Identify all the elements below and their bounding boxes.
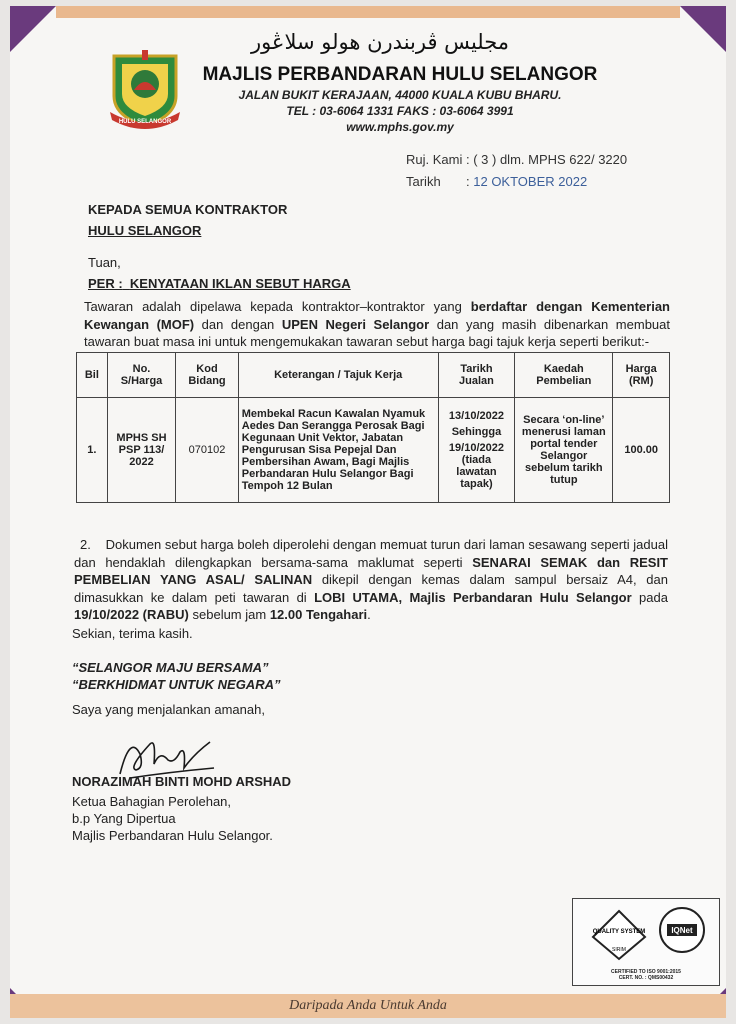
jawi-title: مجليس ڤربندرن هولو سلاڠور [250, 30, 510, 54]
closing: Sekian, terima kasih. [72, 626, 193, 641]
intro-text-1: Tawaran adalah dipelawa kepada kontraktor–kontraktor yang [84, 299, 471, 314]
col-tarikh-jualan: Tarikh Jualan [438, 353, 515, 398]
tarikh-separator: Sehingga [451, 426, 502, 438]
iso-certification-box [572, 898, 720, 986]
badge1-sub-label: SIRIM [612, 947, 626, 953]
cell-kaedah: Secara ‘on-line’ menerusi laman portal tender Selangor sebelum tarikh tutup [515, 398, 613, 503]
subject-prefix: PER : [88, 276, 123, 291]
table-header-row [77, 353, 670, 398]
para2-bold-time: 12.00 Tengahari [269, 607, 368, 622]
col-keterangan: Keterangan / Tajuk Kerja [238, 353, 438, 398]
council-address: JALAN BUKIT KERAJAAN, 44000 KUALA KUBU BHARU. [238, 88, 562, 102]
subject-title: KENYATAAN IKLAN SEBUT HARGA [129, 276, 351, 291]
intro-bold-mof: berdaftar dengan Kementerian Kewangan (MOF) [84, 299, 670, 332]
council-crest-logo [104, 46, 186, 130]
badge1-label: QUALITY SYSTEM [592, 929, 646, 935]
subject-line [88, 276, 351, 291]
tarikh-colon: : [466, 174, 470, 189]
council-website: www.mphs.gov.my [346, 120, 454, 134]
recipient-line-2: HULU SELANGOR [88, 223, 202, 238]
col-harga: Harga (RM) [613, 353, 670, 398]
cert-line-1: CERTIFIED TO ISO 9001:2015 [611, 969, 681, 975]
ruj-label: Ruj. Kami [406, 152, 463, 167]
salutation: Tuan, [88, 255, 121, 270]
top-border-band [56, 6, 680, 18]
corner-decoration-top-left [10, 6, 56, 52]
para2-text-5: . [367, 607, 371, 622]
col-no-sharga: No. S/Harga [107, 353, 175, 398]
col-kaedah-pembelian: Kaedah Pembelian [515, 353, 613, 398]
amanah-line: Saya yang menjalankan amanah, [72, 702, 265, 717]
reference-date [406, 174, 587, 189]
council-name: MAJLIS PERBANDARAN HULU SELANGOR [202, 64, 598, 85]
para2-bold-lobi: LOBI UTAMA, Majlis Perbandaran Hulu Selangor [314, 589, 632, 605]
council-phone-fax: TEL : 03-6064 1331 FAKS : 03-6064 3991 [286, 104, 514, 118]
table-row [77, 398, 670, 503]
para2-bold-date: 19/10/2022 (RABU) [74, 607, 189, 622]
col-bil: Bil [77, 353, 108, 398]
para2-text-4: sebelum jam [188, 607, 270, 622]
tarikh-start: 13/10/2022 [448, 410, 504, 422]
para2-text-3: pada [631, 589, 668, 605]
logo-ribbon-text: HULU SELANGOR [118, 119, 172, 125]
para2-text-1: Dokumen sebut harga boleh diperolehi dengan memuat turun dari laman sesawang seperti jadual dan hendaklah dilengkapkan bersama-sama maklumat seperti [74, 537, 668, 570]
cell-harga: 100.00 [613, 398, 670, 503]
footer-slogan: Daripada Anda Untuk Anda [10, 994, 726, 1018]
cell-no-sharga: MPHS SH PSP 113/ 2022 [107, 398, 175, 503]
paragraph-2 [74, 536, 668, 624]
corner-decoration-top-right [680, 6, 726, 52]
recipient-line-1: KEPADA SEMUA KONTRAKTOR [88, 202, 288, 217]
motto-1: “SELANGOR MAJU BERSAMA” [72, 660, 269, 675]
para2-number: 2. [80, 537, 91, 552]
badge2-label: IQNet [671, 926, 693, 935]
cell-bil: 1. [77, 398, 108, 503]
motto-2: “BERKHIDMAT UNTUK NEGARA” [72, 677, 281, 692]
iqnet-badge-icon [657, 905, 707, 955]
signatory-title-2: b.p Yang Dipertua [72, 811, 176, 826]
intro-bold-upen: UPEN Negeri Selangor [281, 316, 430, 332]
tarikh-label: Tarikh [406, 174, 441, 189]
signatory-title-1: Ketua Bahagian Perolehan, [72, 794, 232, 809]
tender-table [76, 352, 670, 503]
signatory-name: NORAZIMAH BINTI MOHD ARSHAD [72, 774, 292, 789]
intro-paragraph [84, 298, 670, 351]
reference-number [406, 152, 627, 167]
ruj-value: : ( 3 ) dlm. MPHS 622/ 3220 [466, 152, 628, 167]
cert-line-2: CERT. NO. : QMS00432 [618, 975, 674, 981]
para2-text-2: dikepil dengan kemas dalam sampul bersaiz A4, dan dimasukkan ke dalam peti tawaran di [74, 572, 668, 605]
intro-text-2: dan dengan [194, 316, 282, 332]
intro-text-3: dan yang masih dibenarkan membuat tawaran buat masa ini untuk mengemukakan tawaran sebut harga bagi tajuk kerja seperti berikut:- [84, 316, 670, 349]
tarikh-note: (tiada lawatan tapak) [456, 454, 497, 490]
quality-system-badge-icon [589, 907, 649, 963]
tarikh-end: 19/10/2022 [448, 442, 504, 454]
para2-bold-senarai: SENARAI SEMAK dan RESIT PEMBELIAN YANG ASAL/ SALINAN [74, 554, 668, 587]
cell-keterangan: Membekal Racun Kawalan Nyamuk Aedes Dan Serangga Perosak Bagi Kegunaan Unit Vektor, Jabatan Pengurusan Sisa Pepejal Dan Pembersihan Awam, Bagi Majlis Perbandaran Hulu Selangor Bagi Tempoh 12 Bulan [238, 398, 438, 503]
cell-kod-bidang: 070102 [176, 398, 239, 503]
cell-tarikh-jualan [438, 398, 515, 503]
col-kod-bidang: Kod Bidang [176, 353, 239, 398]
signatory-title-3: Majlis Perbandaran Hulu Selangor. [72, 828, 273, 843]
tarikh-value: 12 OKTOBER 2022 [473, 174, 588, 189]
certification-text [573, 969, 719, 981]
